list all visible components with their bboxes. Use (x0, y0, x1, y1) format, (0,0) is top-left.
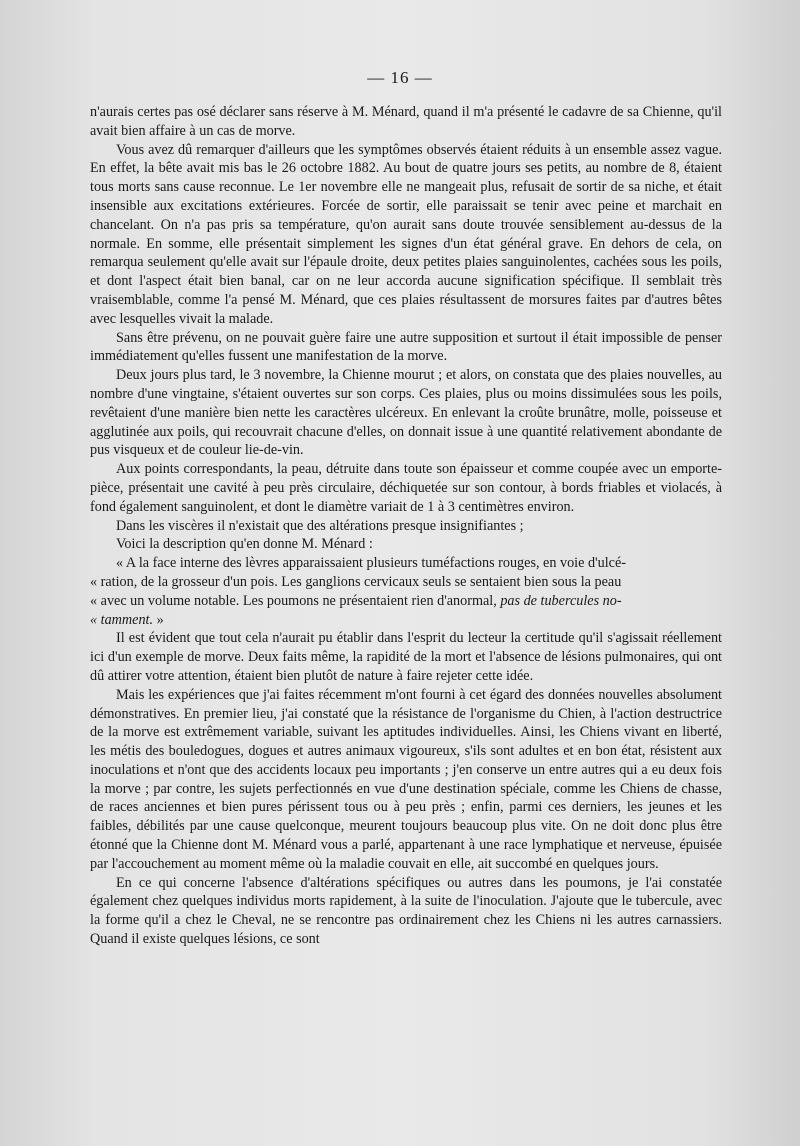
paragraph-4: Deux jours plus tard, le 3 novembre, la Chienne mourut ; et alors, on constata que des plaies nouvelles, au nombre d'une vingtaine, s'étaient ouvertes sur son corps. Ces plaies, plus ou moins dissimulées sous les poils, revêtaient d'une manière bien nette les caractères ulcéreux. En enlevant la croûte brunâtre, molle, poisseuse et agglutinée aux poils, qui recouvrait chacune d'elles, on donnait issue à une quantité relativement abondante de pus visqueux et de couleur lie-de-vin. (90, 367, 722, 459)
paragraph-7: Voici la description qu'en donne M. Ménard : (116, 536, 373, 553)
quote-close: » (156, 611, 164, 628)
quotation (90, 554, 722, 629)
paragraph-9: Mais les expériences que j'ai faites récemment m'ont fourni à cet égard des données nouvelles absolument démonstratives. En premier lieu, j'ai constaté que la résistance de l'organisme du Chien, à l'action destructrice de la morve est extrêmement variable, suivant les aptitudes individuelles. Ainsi, les Chiens vivant en liberté, les métis des bouledogues, dogues et autres animaux vigoureux, s'ils sont adultes et en bon état, résistent aux inoculations et n'ont que des accidents locaux peu importants ; j'en conserve un entre autres qui a eu deux fois la morve ; par contre, les sujets perfectionnés en vue d'une destination spéciale, comme les Chiens de chasse, de races anciennes et bien pures périssent tous ou à peu près ; enfin, parmi ces derniers, les jeunes et les faibles, débilités par une cause quelconque, meurent toujours beaucoup plus vite. On ne doit donc plus être étonné que la Chienne dont M. Ménard vous a parlé, appartenant à une race lymphatique et nerveuse, épuisée par l'accouchement au moment même où la maladie couvait en elle, ait succombé en quelques jours. (90, 686, 722, 872)
quote-line-4-italic: « tamment. (90, 611, 154, 628)
paragraph-8: Il est évident que tout cela n'aurait pu établir dans l'esprit du lecteur la certitude qu'il s'agissait réellement ici d'un exemple de morve. Deux faits même, la rapidité de la mort et l'absence de lésions pulmonaires, qui ont dû attirer votre attention, étaient bien plutôt de nature à faire rejeter cette idée. (90, 630, 722, 684)
quote-line-1: « A la face interne des lèvres apparaissaient plusieurs tuméfactions rouges, en voie d'ulcé- (116, 555, 626, 572)
paragraph-3: Sans être prévenu, on ne pouvait guère faire une autre supposition et surtout il était impossible de penser immédiatement qu'elles fussent une manifestation de la morve. (90, 329, 722, 365)
quote-line-3-italic: pas de tubercules no- (500, 592, 622, 609)
quote-line-2: « ration, de la grosseur d'un pois. Les ganglions cervicaux seuls se sentaient bien sous la peau (90, 573, 622, 590)
page-number: — 16 — (367, 68, 433, 87)
quote-line-3 (90, 592, 722, 611)
body-text (90, 103, 722, 949)
paragraph-6: Dans les viscères il n'existait que des altérations presque insignifiantes ; (116, 517, 524, 534)
paragraph-1: n'aurais certes pas osé déclarer sans réserve à M. Ménard, quand il m'a présenté le cadavre de sa Chienne, qu'il avait bien affaire à un cas de morve. (90, 104, 722, 139)
paragraph-5: Aux points correspondants, la peau, détruite dans toute son épaisseur et comme coupée avec un emporte-pièce, présentait une cavité à peu près circulaire, déchiquetée sur son contour, à bords friables et violacés, à fond également sanguinolent, et dont le diamètre variait de 1 à 3 centimètres environ. (90, 461, 722, 515)
quote-line-3-plain: « avec un volume notable. Les poumons ne présentaient rien d'anormal, (90, 592, 497, 609)
paragraph-2: Vous avez dû remarquer d'ailleurs que les symptômes observés étaient réduits à un ensemble assez vague. En effet, la bête avait mis bas le 26 octobre 1882. Au bout de quatre jours ses petits, au nombre de 8, étaient tous morts sans cause reconnue. Le 1er novembre elle ne mangeait plus, refusait de sortir de sa niche, et était insensible aux excitations extérieures. Forcée de sortir, elle paraissait se tenir avec peine et marchait en chancelant. On n'a pas pris sa température, qu'on aurait sans doute trouvée sensiblement au-dessus de la normale. En somme, elle présentait simplement les signes d'un état général grave. En dehors de cela, on remarqua seulement qu'elle avait sur l'épaule droite, deux petites plaies sanguinolentes, cachées sous les poils, et dont l'aspect était bien banal, car on ne leur accorda aucune signification spécifique. Il semblait très vraisemblable, comme l'a pensé M. Ménard, que ces plaies résultassent de morsures faites par d'autres bêtes avec lesquelles vivait la malade. (90, 141, 722, 327)
paragraph-10: En ce qui concerne l'absence d'altérations spécifiques ou autres dans les poumons, je l'ai constatée également chez quelques individus morts rapidement, à la suite de l'inoculation. J'ajoute que le tubercule, avec la forme qu'il a chez le Cheval, ne se rencontre pas ordinairement chez les Chiens ni les autres carnassiers. Quand il existe quelques lésions, ce sont (90, 874, 722, 948)
quote-line-4 (90, 611, 722, 630)
